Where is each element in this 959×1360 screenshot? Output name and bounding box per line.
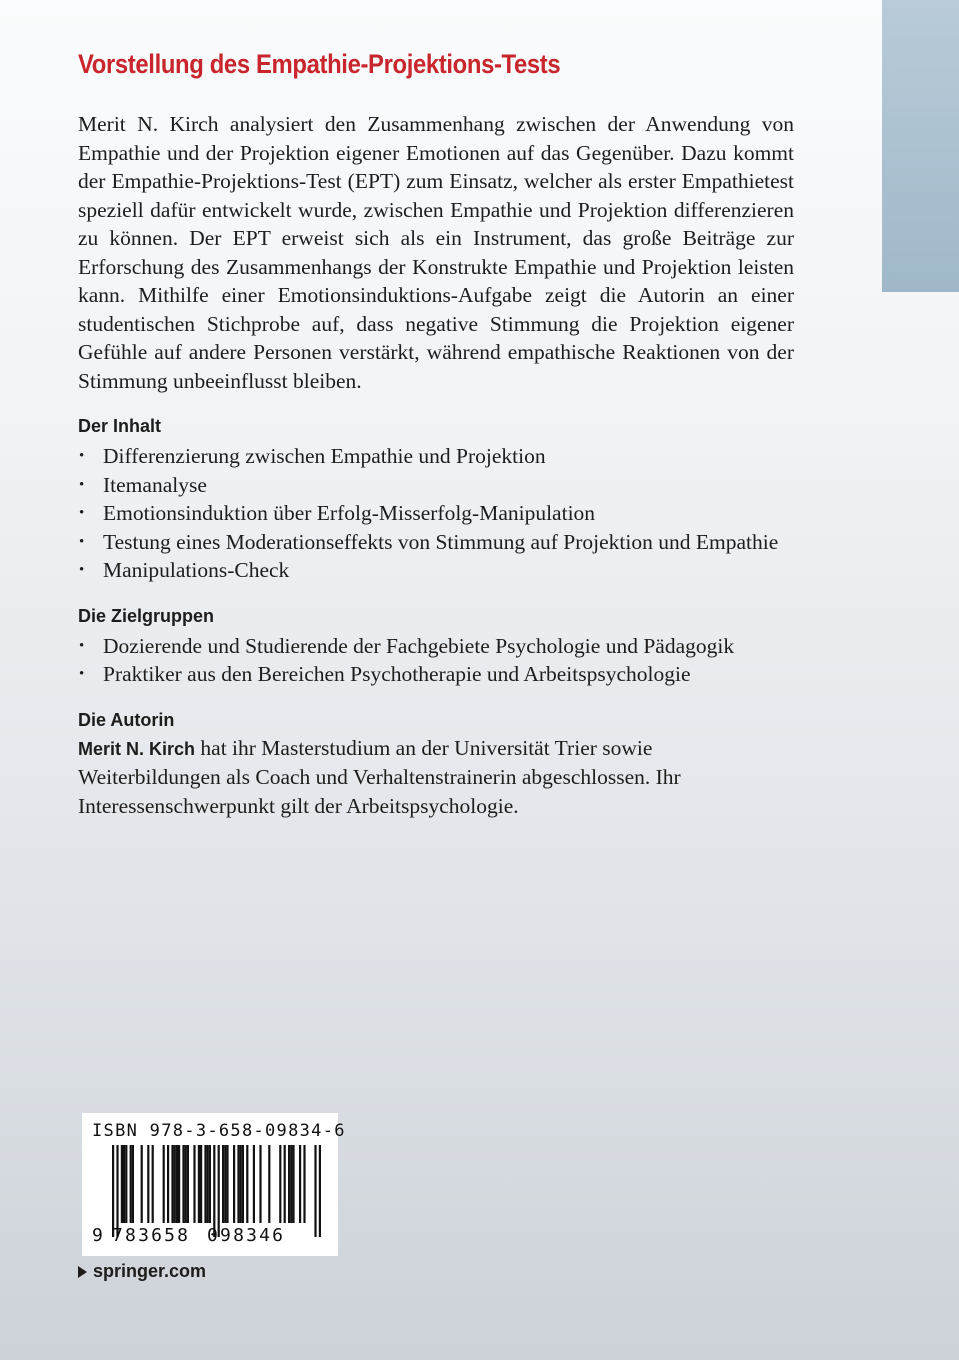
barcode-bar — [288, 1145, 290, 1223]
barcode-guard-bar — [319, 1145, 321, 1237]
author-name: Merit N. Kirch — [78, 738, 196, 759]
barcode-bar — [253, 1145, 255, 1223]
triangle-arrow-icon — [78, 1266, 87, 1278]
barcode-bar — [207, 1145, 209, 1223]
zielgruppen-list — [78, 632, 794, 689]
barcode-bar — [182, 1145, 184, 1223]
barcode-bar — [130, 1145, 132, 1223]
author-bio-text: hat ihr Masterstudium an der Universität Trier sowie Weiterbildungen als Coach und Verhaltenstrainerin abgeschlossen. Ihr Interessenschwerpunkt gilt der Arbeitspsychologie. — [78, 735, 681, 818]
barcode-bar — [185, 1145, 187, 1223]
section-heading-autorin: Die Autorin — [78, 709, 175, 730]
barcode-bar — [174, 1145, 176, 1223]
list-item: • Manipulations-Check — [78, 556, 794, 585]
ean-right-digits: 098346 — [207, 1225, 286, 1246]
side-tab-accent — [882, 0, 959, 292]
barcode-bar — [121, 1145, 123, 1223]
barcode-guard-bar — [218, 1145, 220, 1237]
list-item: • Praktiker aus den Bereichen Psychotherapie und Arbeitspsychologie — [78, 660, 794, 689]
section-heading-zielgruppen: Die Zielgruppen — [78, 605, 215, 626]
isbn-barcode — [82, 1113, 346, 1256]
barcode-bar — [198, 1145, 200, 1223]
barcode-bar — [152, 1145, 154, 1223]
barcode-bar — [193, 1145, 195, 1223]
barcode-bar — [187, 1145, 189, 1223]
section-heading-inhalt: Der Inhalt — [78, 416, 162, 436]
list-item: • Itemanalyse — [78, 471, 794, 500]
intro-paragraph: Merit N. Kirch analysiert den Zusammenhang zwischen der Anwendung von Empathie und der Projektion eigener Emotionen auf das Gegenüber. Dazu kommt der Empathie-Projektions-Test (EPT) zum Einsatz, welcher als erster Empathietest speziell dafür entwickelt wurde, zwischen Empathie und Projektion differenzieren zu können. Der EPT erweist sich als ein Instrument, das große Beiträge zur Erforschung des Zusammenhangs der Konstrukte Empathie und Projektion leisten kann. Mithilfe einer Emotionsinduktions-Aufgabe zeigt die Autorin an einer studentischen Stichprobe auf, dass negative Stimmung die Projektion eigener Gefühle auf andere Personen verstärkt, während empathische Reaktionen von der Stimmung unbeeinflusst bleiben. — [78, 112, 794, 393]
barcode-bar — [268, 1145, 270, 1223]
barcode-guard-bar — [116, 1145, 118, 1237]
ean-left-digits: 783658 — [112, 1225, 191, 1246]
barcode-bar — [178, 1145, 180, 1223]
barcode-bar — [279, 1145, 281, 1223]
back-cover-text — [78, 40, 794, 820]
ean-first-digit: 9 — [92, 1225, 103, 1246]
barcode-bar — [123, 1145, 125, 1223]
isbn-label: ISBN 978-3-658-09834-6 — [92, 1121, 346, 1141]
barcode-bar — [222, 1145, 224, 1223]
barcode-bar — [125, 1145, 127, 1223]
barcode-bar — [132, 1145, 134, 1223]
list-item: • Emotionsinduktion über Erfolg-Misserfolg-Manipulation — [78, 499, 794, 528]
barcode-bar — [176, 1145, 178, 1223]
publisher-link[interactable] — [78, 1261, 206, 1282]
barcode-bar — [200, 1145, 202, 1223]
author-bio — [78, 734, 794, 821]
barcode-bar — [167, 1145, 169, 1223]
barcode-guard-bar — [112, 1145, 114, 1237]
barcode-bar — [147, 1145, 149, 1223]
barcode-bar — [237, 1145, 239, 1223]
barcode-bar — [240, 1145, 242, 1223]
barcode-bar — [233, 1145, 235, 1223]
barcode-guard-bar — [213, 1145, 215, 1237]
barcode-bar — [171, 1145, 173, 1223]
barcode-bar — [299, 1145, 301, 1223]
barcode-bar — [284, 1145, 286, 1223]
list-item: • Differenzierung zwischen Empathie und Projektion — [78, 442, 794, 471]
barcode-bar — [141, 1145, 143, 1223]
barcode-bar — [303, 1145, 305, 1223]
barcode-bar — [290, 1145, 292, 1223]
inhalt-list — [78, 442, 794, 585]
list-item: • Testung eines Moderationseffekts von Stimmung auf Projektion und Empathie — [78, 528, 794, 557]
barcode-guard-bar — [314, 1145, 316, 1237]
list-item: • Dozierende und Studierende der Fachgebiete Psychologie und Pädagogik — [78, 632, 794, 661]
barcode-bar — [246, 1145, 248, 1223]
barcode-bar — [163, 1145, 165, 1223]
barcode-bar — [292, 1145, 294, 1223]
barcode-bar — [242, 1145, 244, 1223]
publisher-link-text: springer.com — [93, 1261, 207, 1281]
book-title: Vorstellung des Empathie-Projektions-Tests — [78, 49, 561, 79]
barcode-bar — [226, 1145, 228, 1223]
barcode-bar — [209, 1145, 211, 1223]
barcode-bar — [259, 1145, 261, 1223]
barcode-bar — [204, 1145, 206, 1223]
barcode-bar — [224, 1145, 226, 1223]
